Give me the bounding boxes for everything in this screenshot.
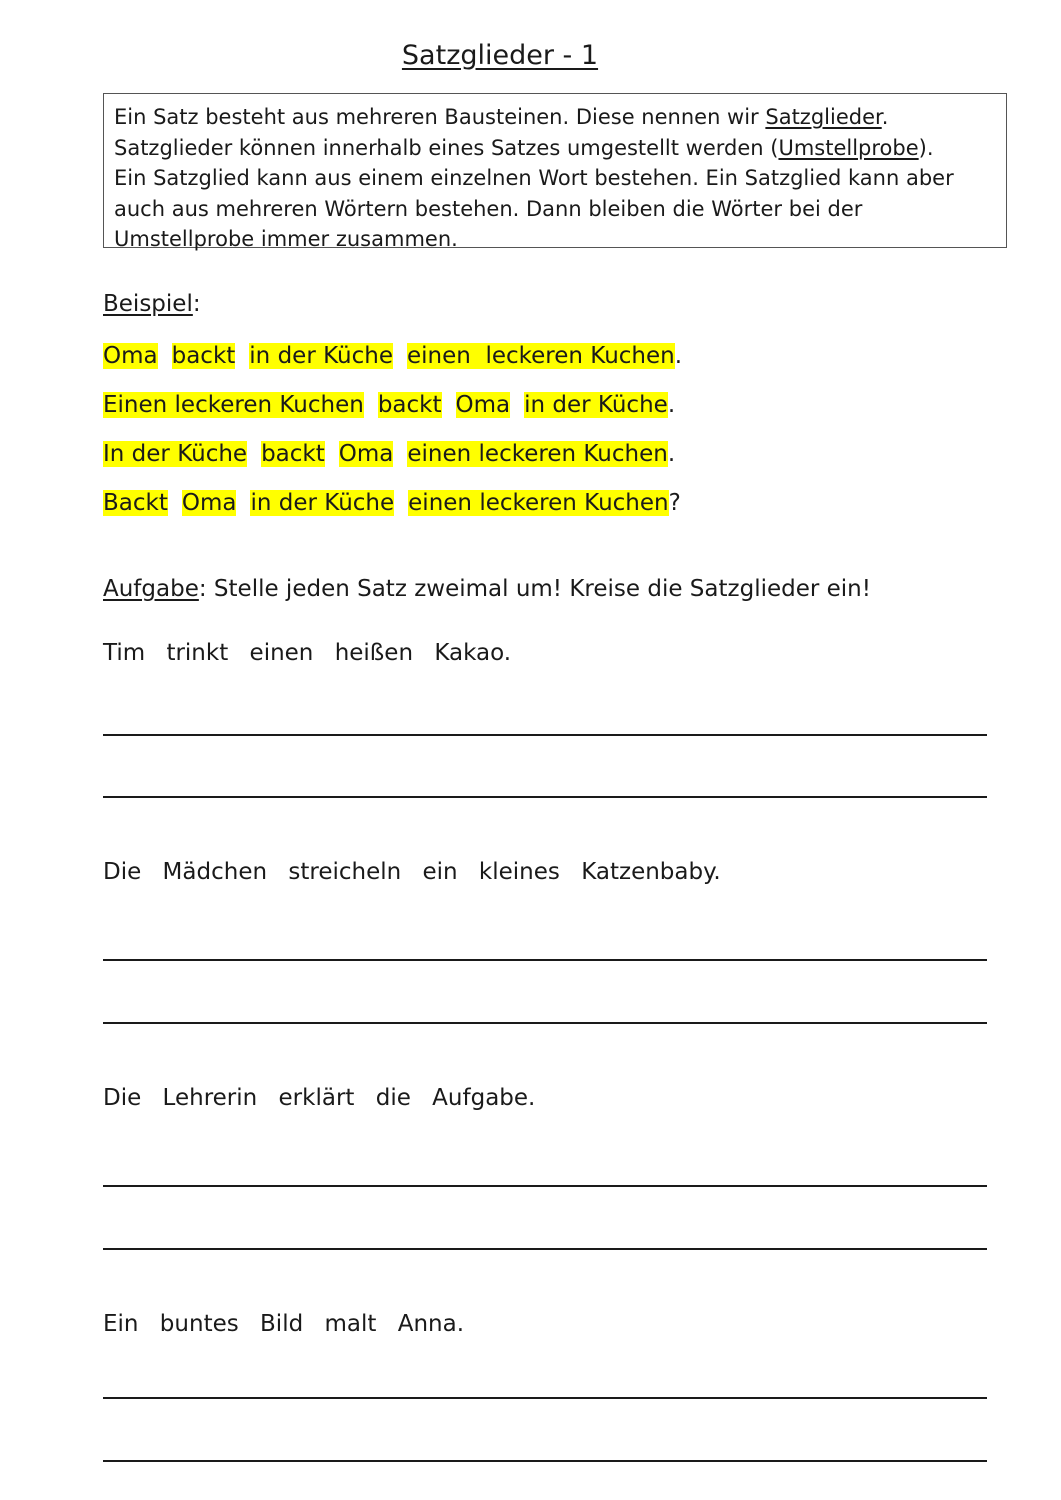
example-sentence	[103, 437, 675, 471]
writing-line[interactable]	[103, 734, 987, 736]
info-line-3: Ein Satzglied kann aus einem einzelnen Wort bestehen. Ein Satzglied kann aber	[114, 166, 954, 190]
info-line-2: Satzglieder können innerhalb eines Satzes umgestellt werden (Umstellprobe).	[114, 135, 934, 160]
example-label: Beispiel:	[103, 291, 201, 317]
task-sentence-3: Die Lehrerin erklärt die Aufgabe.	[103, 1085, 536, 1111]
example-sentence	[103, 486, 681, 520]
satzglied-highlight: Einen leckeren Kuchen	[103, 392, 364, 418]
page-title: Satzglieder - 1	[401, 40, 599, 71]
satzglied-highlight: in der Küche	[249, 343, 393, 369]
writing-line[interactable]	[103, 959, 987, 961]
satzglied-highlight: Oma	[338, 441, 394, 467]
term-satzglieder: Satzglieder	[765, 105, 882, 129]
satzglied-highlight: einen leckeren Kuchen	[406, 343, 675, 369]
writing-line[interactable]	[103, 796, 987, 798]
satzglied-highlight: backt	[377, 392, 442, 418]
writing-line[interactable]	[103, 1460, 987, 1462]
satzglied-highlight: in der Küche	[250, 490, 395, 516]
task-label: Aufgabe	[103, 576, 199, 602]
writing-line[interactable]	[103, 1022, 987, 1024]
sentence-punctuation: .	[674, 343, 683, 369]
satzglied-highlight: In der Küche	[103, 441, 248, 467]
satzglied-highlight: einen leckeren Kuchen	[408, 490, 669, 516]
task-sentence-4: Ein buntes Bild malt Anna.	[103, 1311, 465, 1337]
info-box	[103, 93, 1007, 251]
satzglied-highlight: backt	[261, 441, 325, 467]
sentence-punctuation: .	[667, 441, 676, 467]
info-line-1: Ein Satz besteht aus mehreren Bausteinen. Diese nennen wir Satzglieder.	[114, 105, 889, 129]
info-line-5: Umstellprobe immer zusammen.	[114, 227, 458, 251]
example-sentence	[103, 339, 682, 373]
sentence-punctuation: ?	[668, 490, 681, 516]
example-sentence	[103, 388, 675, 422]
writing-line[interactable]	[103, 1248, 987, 1250]
satzglied-highlight: in der Küche	[524, 392, 668, 418]
writing-line[interactable]	[103, 1397, 987, 1399]
task-sentence-2: Die Mädchen streicheln ein kleines Katzenbaby.	[103, 859, 721, 885]
task-sentence-1: Tim trinkt einen heißen Kakao.	[103, 640, 512, 666]
info-line-4: auch aus mehreren Wörtern bestehen. Dann bleiben die Wörter bei der	[114, 196, 863, 221]
satzglied-highlight: Oma	[455, 392, 511, 418]
task-instruction: Aufgabe: Stelle jeden Satz zweimal um! Kreise die Satzglieder ein!	[103, 576, 871, 602]
satzglied-highlight: Oma	[181, 490, 237, 516]
sentence-punctuation: .	[667, 392, 676, 418]
satzglied-highlight: Backt	[103, 490, 168, 516]
term-umstellprobe: Umstellprobe	[778, 135, 919, 160]
writing-line[interactable]	[103, 1185, 987, 1187]
satzglied-highlight: Oma	[103, 343, 158, 369]
satzglied-highlight: backt	[171, 343, 236, 369]
satzglied-highlight: einen leckeren Kuchen	[407, 441, 668, 467]
